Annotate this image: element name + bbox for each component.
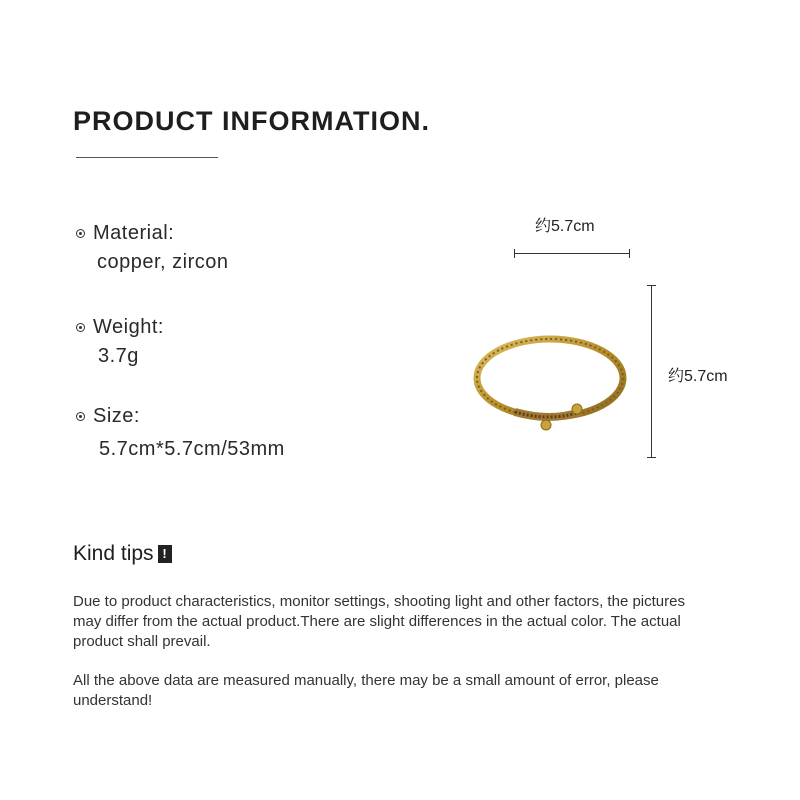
- width-dimension-tick: [629, 249, 630, 258]
- bullet-icon: [76, 412, 85, 421]
- bracelet-image: [470, 330, 650, 440]
- tips-paragraph-2: All the above data are measured manually, there may be a small amount of error, please understand!: [73, 672, 659, 709]
- height-dimension-tick: [647, 457, 656, 458]
- page-title: PRODUCT INFORMATION.: [73, 106, 430, 136]
- tips-paragraph-1: Due to product characteristics, monitor settings, shooting light and other factors, the pictures may differ from the actual product.There are slight differences in the actual color. The actual product shall prevail.: [73, 593, 685, 650]
- height-dimension-line: [651, 285, 652, 457]
- kind-tips-title: Kind tips: [73, 542, 154, 565]
- spec-label: Size:: [93, 405, 140, 427]
- width-dimension-line: [514, 253, 630, 254]
- title-underline: [76, 157, 218, 158]
- height-dimension-label: 约5.7cm: [668, 368, 728, 385]
- spec-size: [76, 405, 285, 461]
- spec-label: Material:: [93, 222, 175, 244]
- alert-icon: !: [158, 545, 172, 563]
- spec-material: [76, 222, 229, 274]
- kind-tips-heading: [73, 542, 172, 566]
- spec-value: 3.7g: [98, 345, 139, 367]
- width-dimension-tick: [514, 249, 515, 258]
- height-dimension-tick: [647, 285, 656, 286]
- bullet-icon: [76, 229, 85, 238]
- spec-label: Weight:: [93, 316, 164, 338]
- width-dimension-label: 约5.7cm: [535, 218, 595, 235]
- bullet-icon: [76, 323, 85, 332]
- spec-value: 5.7cm*5.7cm/53mm: [99, 438, 285, 460]
- spec-weight: [76, 316, 164, 368]
- spec-value: copper, zircon: [97, 251, 229, 273]
